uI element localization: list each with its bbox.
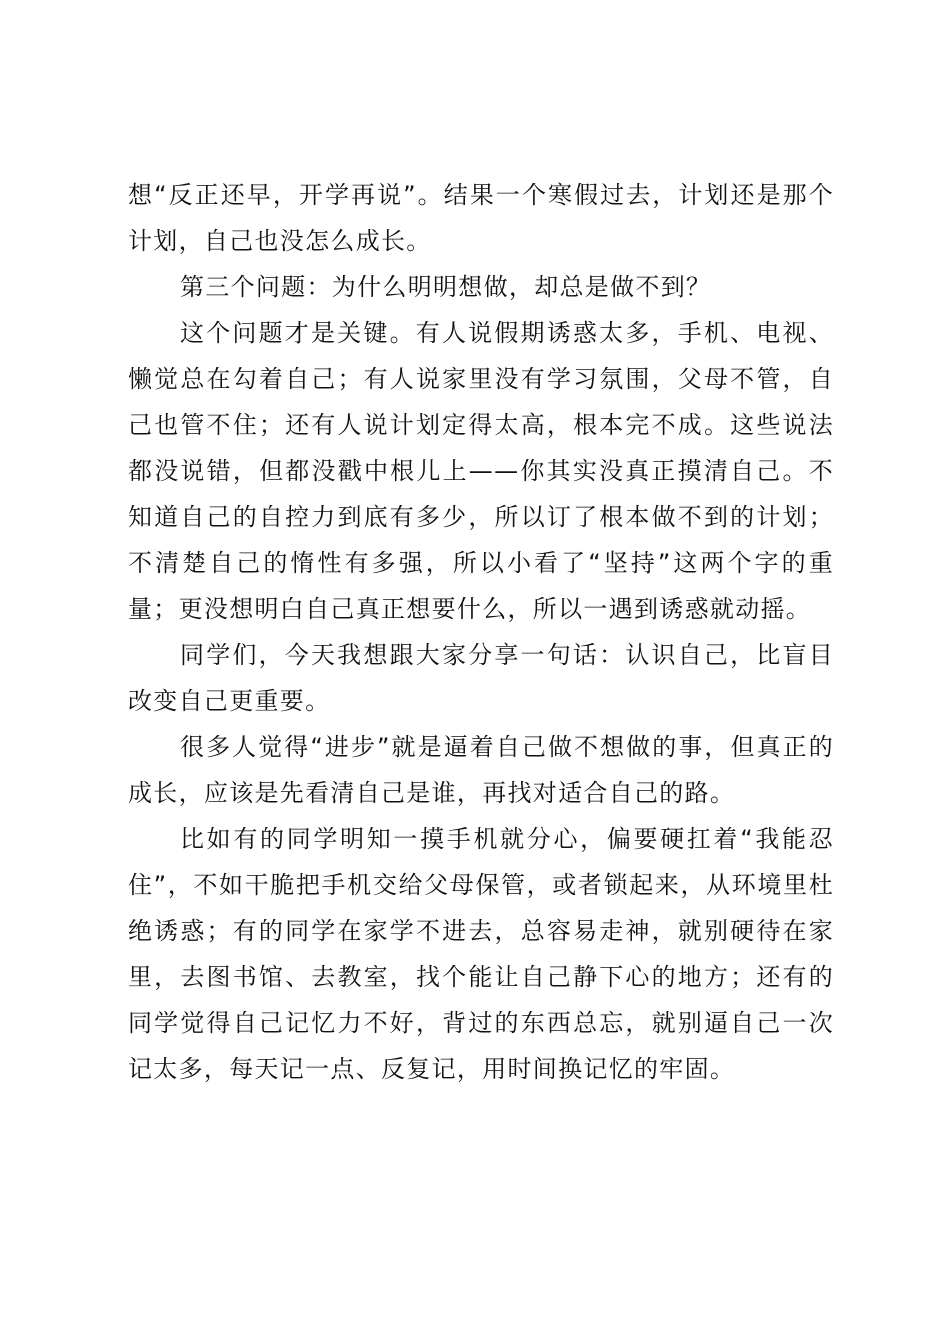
paragraph-share-quote: 同学们，今天我想跟大家分享一句话：认识自己，比盲目改变自己更重要。 (128, 641, 834, 715)
body-text (128, 172, 834, 1092)
paragraph-third-question: 第三个问题：为什么明明想做，却总是做不到？ (180, 273, 712, 301)
paragraph-key-issue: 这个问题才是关键。有人说假期诱惑太多，手机、电视、懒觉总在勾着自己；有人说家里没有学习氛围，父母不管，自己也管不住；还有人说计划定得太高，根本完不成。这些说法都没说错，但都没戳中根儿上——你其实没真正摸清自己。不知道自己的自控力到底有多少，所以订了根本做不到的计划；不清楚自己的惰性有多强，所以小看了“坚持”这两个字的重量；更没想明白自己真正想要什么，所以一遇到诱惑就动摇。 (128, 319, 834, 623)
paragraph-examples: 比如有的同学明知一摸手机就分心，偏要硬扛着“我能忍住”，不如干脆把手机交给父母保管，或者锁起来，从环境里杜绝诱惑；有的同学在家学不进去，总容易走神，就别硬待在家里，去图书馆、去教室，找个能让自己静下心的地方；还有的同学觉得自己记忆力不好，背过的东西总忘，就别逼自己一次记太多，每天记一点、反复记，用时间换记忆的牢固。 (128, 825, 834, 1083)
paragraph-progress: 很多人觉得“进步”就是逼着自己做不想做的事，但真正的成长，应该是先看清自己是谁，再找对适合自己的路。 (128, 733, 834, 807)
paragraph-continuation: 想“反正还早，开学再说”。结果一个寒假过去，计划还是那个计划，自己也没怎么成长。 (128, 181, 834, 255)
